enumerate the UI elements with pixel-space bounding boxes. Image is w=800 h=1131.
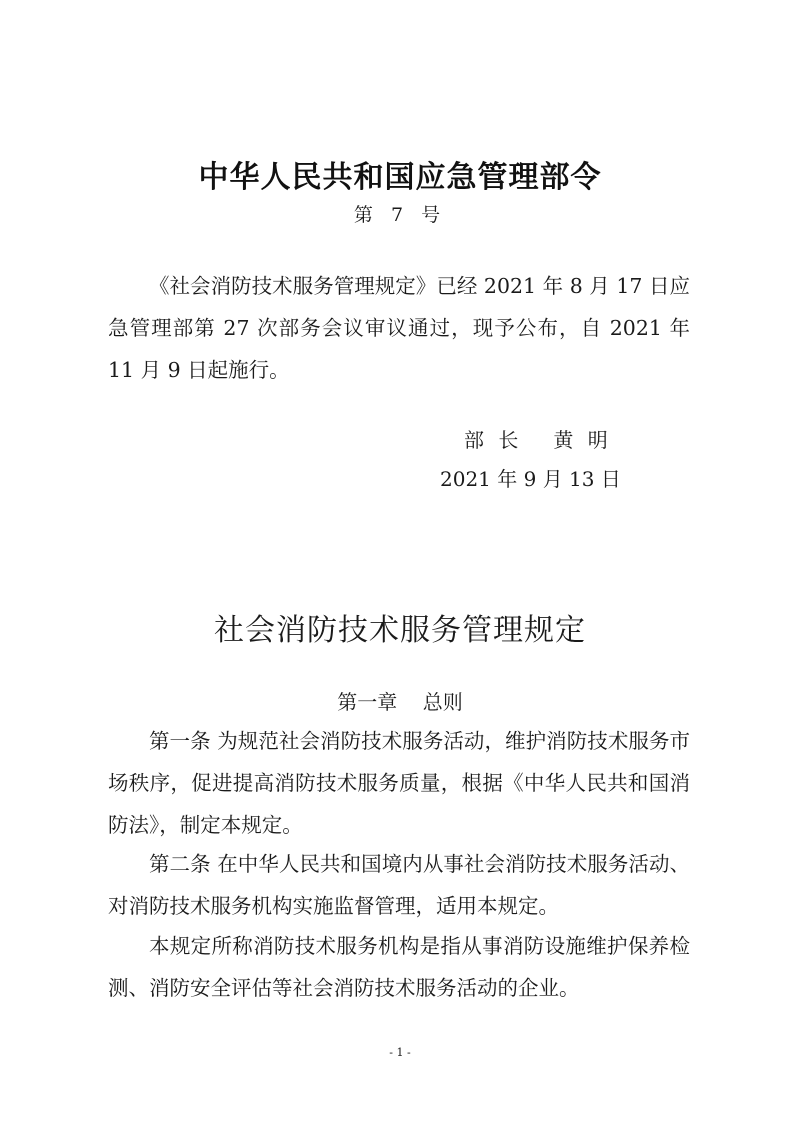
signature-title-name: 部 长 黄 明 (464, 428, 612, 452)
chapter-heading: 第一章 总则 (337, 690, 463, 714)
signature-date: 2021 年 9 月 13 日 (440, 467, 621, 491)
article-1: 第一条 为规范社会消防技术服务活动，维护消防技术服务市场秩序，促进提高消防技术服务质量，根据《中华人民共和国消防法》，制定本规定。 (108, 729, 690, 837)
order-number: 第 7 号 (353, 204, 447, 226)
article-2: 第二条 在中华人民共和国境内从事社会消防技术服务活动、对消防技术服务机构实施监督管理，适用本规定。 (108, 852, 690, 918)
article-2-paragraph-2: 本规定所称消防技术服务机构是指从事消防设施维护保养检测、消防安全评估等社会消防技术服务活动的企业。 (108, 934, 690, 1000)
page-number: - 1 - (389, 1046, 411, 1059)
order-title: 中华人民共和国应急管理部令 (198, 160, 602, 195)
regulation-title: 社会消防技术服务管理规定 (214, 613, 586, 648)
intro-paragraph: 《社会消防技术服务管理规定》已经 2021 年 8 月 17 日应急管理部第 27 次部务会议审议通过，现予公布，自 2021 年 11 月 9 日起施行。 (108, 274, 690, 382)
